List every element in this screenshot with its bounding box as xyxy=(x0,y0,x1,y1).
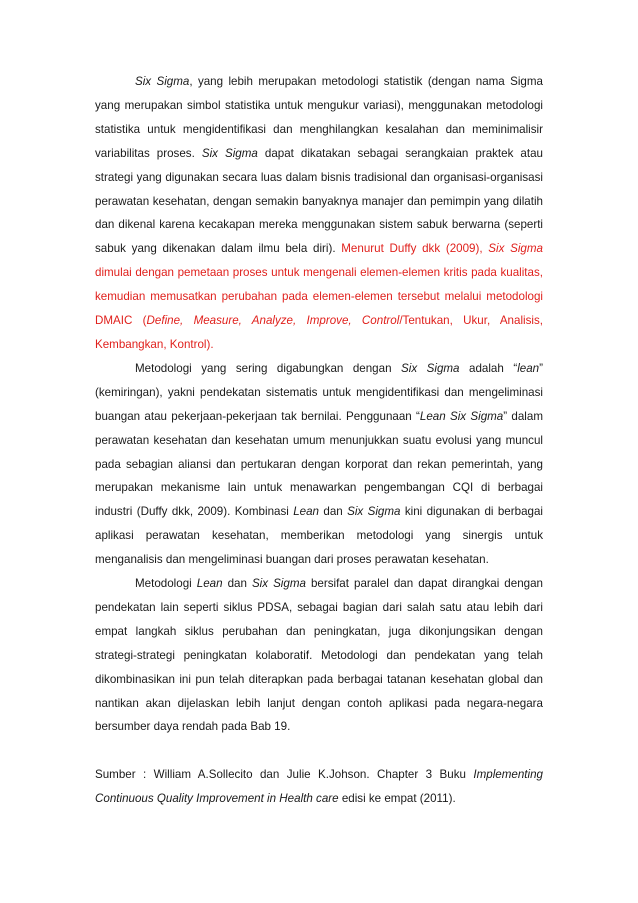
text-run: Lean xyxy=(293,505,320,519)
highlighted-text-run: Menurut Duffy dkk (2009), xyxy=(341,242,489,256)
text-run: Six Sigma xyxy=(135,75,190,88)
text-run: dan xyxy=(222,577,252,591)
book-title: Implementing Continuous Quality Improvement in Health care xyxy=(95,768,543,806)
highlighted-text-run: /Tentukan, Ukur, Analisis, Kembangkan, Kontrol). xyxy=(95,314,543,351)
text-run: Six Sigma xyxy=(347,505,401,519)
highlighted-text-run: Six Sigma xyxy=(488,242,543,256)
text-run: Six Sigma xyxy=(251,577,306,591)
text-run: , yang lebih merupakan metodologi statistik (dengan nama Sigma yang merupakan simbol statistika untuk mengukur variasi), menggunakan metodologi statistika untuk mengidentifikasi dan menghilangkan kesalahan dan meminimalisir variabilitas proses. xyxy=(95,75,543,160)
source-citation xyxy=(95,763,543,811)
text-run: Metodologi xyxy=(135,577,197,591)
text-run: ” (kemiringan), yakni pendekatan sistematis untuk mengidentifikasi dan mengeliminasi buangan atau pekerjaan-pekerjaan tak bernilai. Penggunaan “ xyxy=(95,361,543,423)
text-run: dan xyxy=(319,505,348,519)
text-run: Six Sigma xyxy=(201,146,258,160)
text-run: edisi ke empat (2011). xyxy=(338,792,456,806)
text-run: Lean Six Sigma xyxy=(419,409,504,423)
text-run: bersifat paralel dan dapat dirangkai dengan pendekatan lain seperti siklus PDSA, sebagai bagian dari salah satu atau lebih dari empat langkah siklus perubahan dan peningkatan, juga dikonjungsikan dengan strategi-strategi peningkatan kolaboratif. Metodologi dan pendekatan yang telah dikombinasikan ini pun telah diterapkan pada berbagai tatanan kesehatan global dan nantikan akan dijelaskan lebih lanjut dengan contoh aplikasi pada negara-negara bersumber daya rendah pada Bab 19. xyxy=(95,577,543,734)
paragraph-methodology xyxy=(95,572,543,739)
document-body xyxy=(95,70,543,811)
text-run: lean xyxy=(517,361,540,375)
highlighted-text-run: Define, Measure, Analyze, Improve, Control xyxy=(146,314,400,328)
text-run: ” dalam perawatan kesehatan dan kesehatan umum menunjukkan suatu evolusi yang muncul pada sebagian aliansi dan pertukaran dengan korporat dan rekan pemerintah, yang merupakan mekanisme lain untuk menawarkan pengembangan CQI di berbagai industri (Duffy dkk, 2009). Kombinasi xyxy=(95,409,543,519)
text-run: adalah “ xyxy=(459,361,518,375)
text-run: Metodologi yang sering digabungkan dengan xyxy=(135,361,402,375)
text-run: kini digunakan di berbagai aplikasi perawatan kesehatan, memberikan metodologi yang sinergis untuk menganalisis dan mengeliminasi buangan dari proses perawatan kesehatan. xyxy=(95,505,543,567)
highlighted-text-run: dimulai dengan pemetaan proses untuk mengenali elemen-elemen kritis pada kualitas, kemudian memusatkan perubahan pada elemen-elemen tersebut melalui metodologi DMAIC ( xyxy=(95,266,543,328)
text-run: Sumber : William A.Sollecito dan Julie K.Johson. Chapter 3 Buku xyxy=(95,768,474,782)
text-run: Six Sigma xyxy=(401,361,460,375)
text-run: Lean xyxy=(196,577,223,591)
text-run: dapat dikatakan sebagai serangkaian praktek atau strategi yang digunakan secara luas dalam bisnis tradisional dan organisasi-organisasi perawatan kesehatan, dengan semakin banyaknya manajer dan pemimpin yang dilatih dan dikenal karena kecakapan mereka menggunakan sistem sabuk berwarna (seperti sabuk yang dikenakan dalam ilmu bela diri). xyxy=(95,146,543,256)
paragraph-lean xyxy=(95,357,543,572)
paragraph-six-sigma xyxy=(95,70,543,357)
